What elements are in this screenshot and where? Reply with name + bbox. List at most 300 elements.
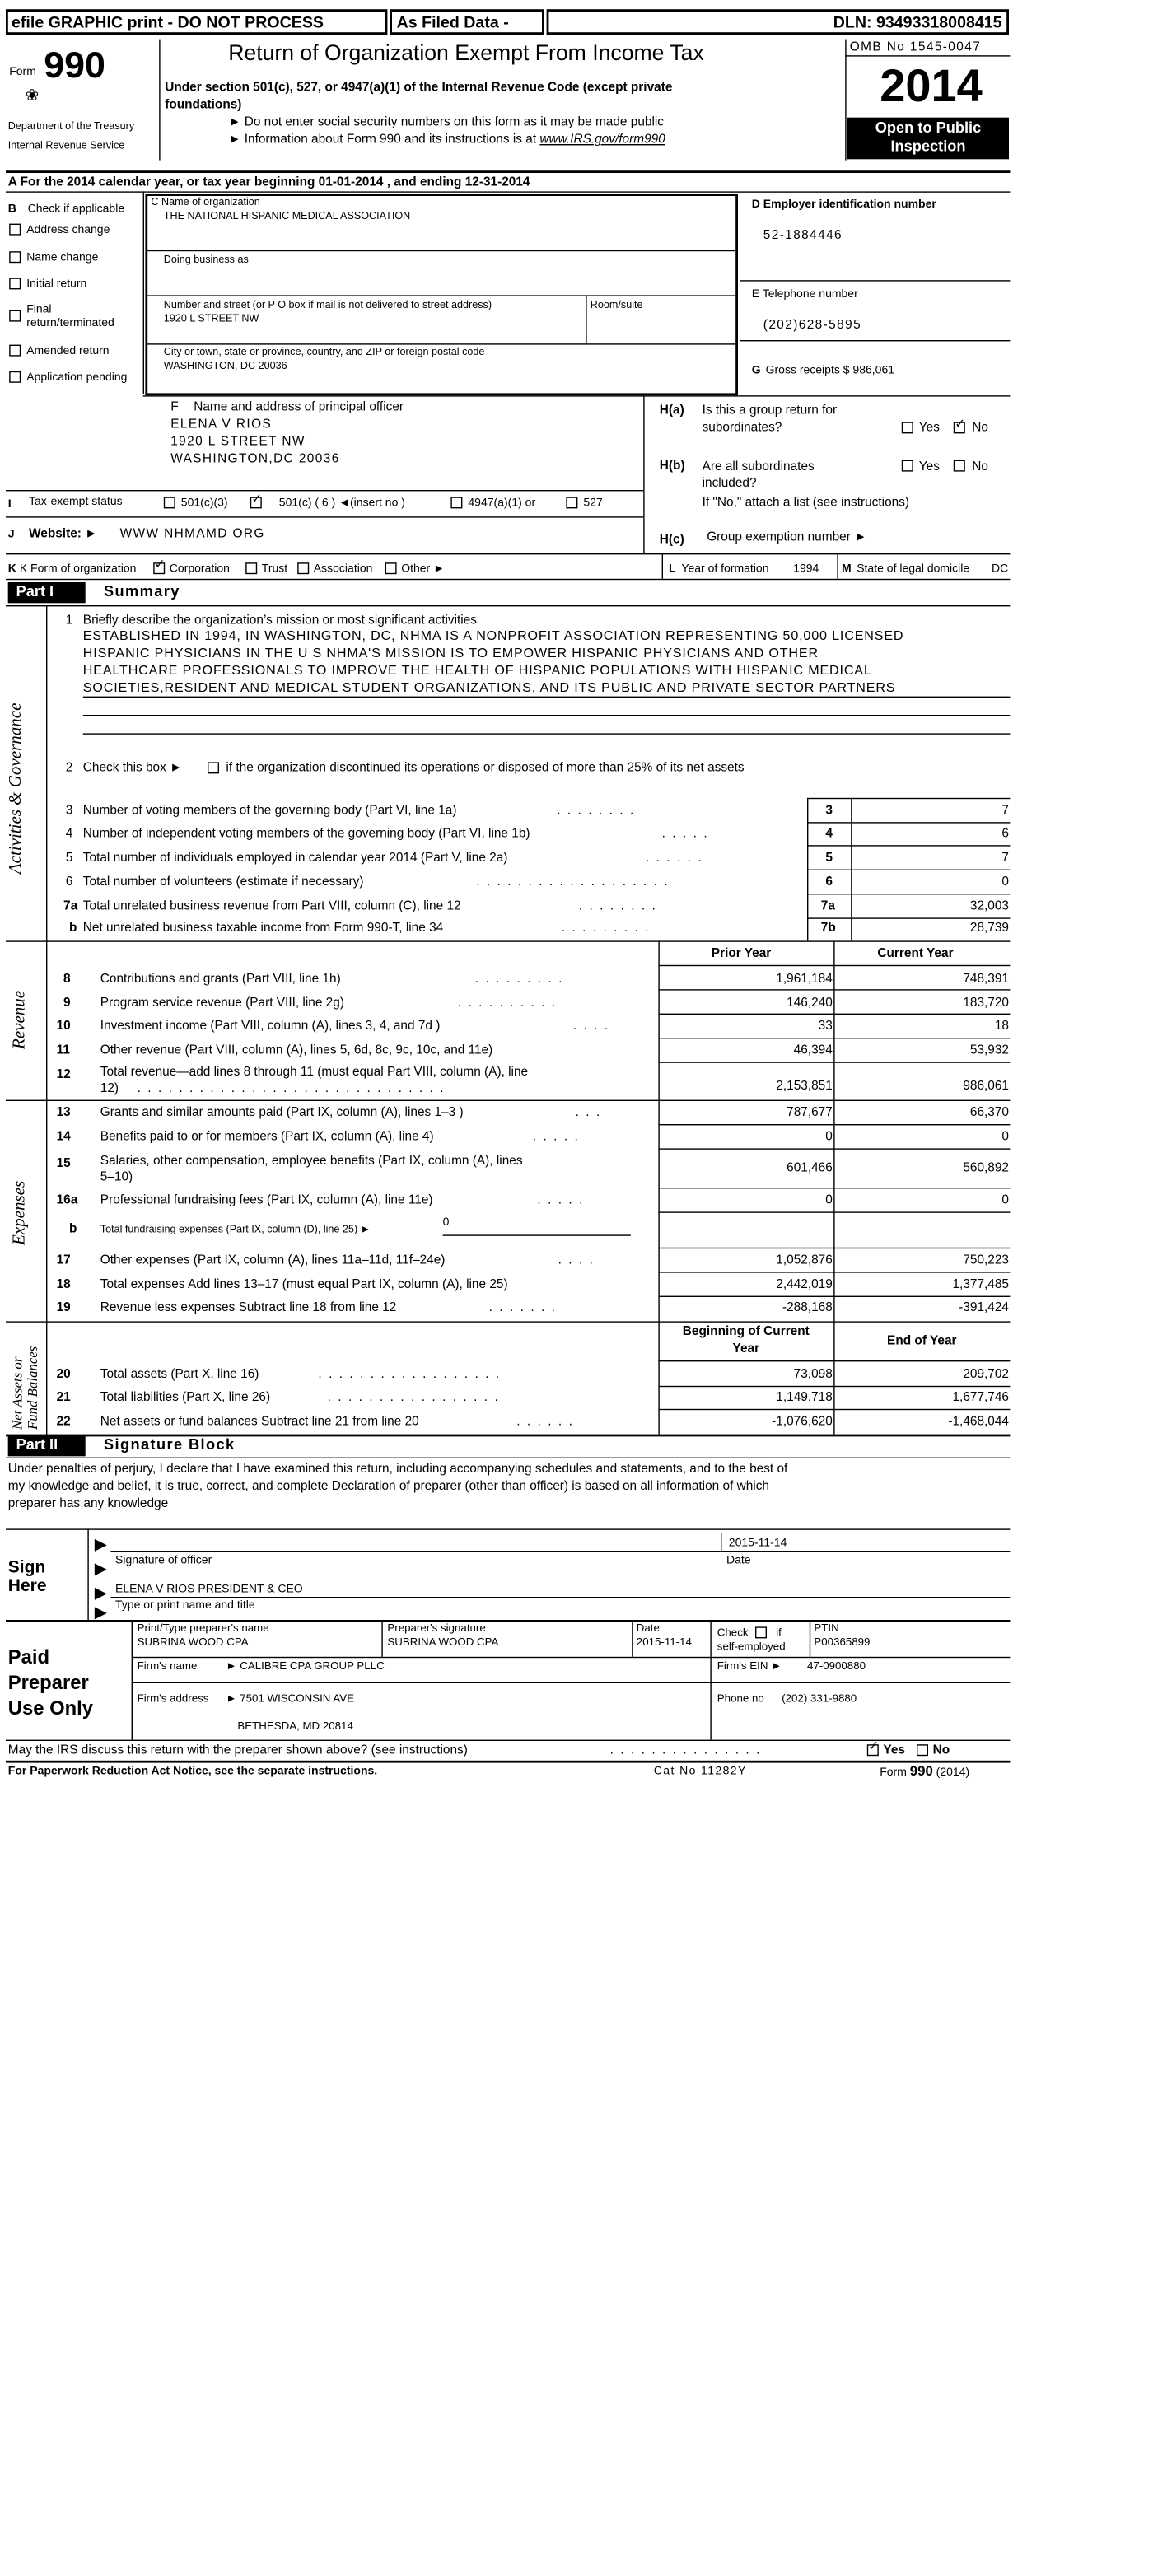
gov-line-num: 3 bbox=[65, 803, 73, 818]
sign-label-1: Sign bbox=[7, 1557, 46, 1578]
hc-label: H(c) bbox=[659, 532, 684, 547]
501c-label: 501(c) ( 6 ) ◄(insert no ) bbox=[278, 497, 405, 510]
section-b-letter: B bbox=[7, 203, 16, 216]
prep-rule-1 bbox=[132, 1657, 1011, 1658]
rev-line-label: Other revenue (Part VIII, column (A), lines 5, 6d, 8c, 9c, 10c, and 11e) bbox=[100, 1043, 493, 1057]
final-return-label-2: return/terminated bbox=[26, 317, 114, 330]
exp-line-current: 560,892 bbox=[963, 1160, 1009, 1175]
col-prior-year: Prior Year bbox=[711, 946, 772, 961]
exp-line-prior: -288,168 bbox=[782, 1300, 833, 1314]
line1-label: Briefly describe the organization’s mission or most significant activities bbox=[82, 613, 477, 628]
footer-notice: For Paperwork Reduction Act Notice, see the separate instructions. bbox=[7, 1765, 378, 1778]
exp-line-current: 1,377,485 bbox=[952, 1277, 1009, 1291]
footer-cat: Cat No 11282Y bbox=[653, 1765, 747, 1778]
rev-bottom-rule bbox=[6, 1100, 1010, 1101]
exp-line-current: -391,424 bbox=[959, 1300, 1009, 1314]
application-pending-checkbox[interactable] bbox=[9, 371, 21, 383]
prep-rule-2 bbox=[132, 1682, 1011, 1683]
tax-exempt-letter: I bbox=[7, 497, 12, 511]
initial-return-checkbox[interactable] bbox=[9, 278, 21, 289]
paid-divider bbox=[132, 1620, 133, 1740]
dot-leader: .... bbox=[572, 1019, 615, 1034]
street-value: 1920 L STREET NW bbox=[163, 312, 259, 324]
formation-value: 1994 bbox=[793, 562, 819, 576]
principal-city: WASHINGTON,DC 20036 bbox=[170, 451, 340, 466]
net-line-begin: -1,076,620 bbox=[772, 1414, 833, 1429]
self-employed-label: self-employed bbox=[717, 1640, 786, 1654]
signature-date: 2015-11-14 bbox=[728, 1537, 787, 1550]
gov-line-label: Number of voting members of the governing body (Part VI, line 1a) bbox=[82, 803, 457, 818]
net-header-rule bbox=[658, 1360, 1010, 1361]
preparer-date-label: Date bbox=[636, 1622, 660, 1636]
other-label: Other ► bbox=[401, 562, 445, 576]
line-a: A For the 2014 calendar year, or tax year beginning 01-01-2014 , and ending 12-31-2014 bbox=[7, 175, 530, 189]
initial-return-label: Initial return bbox=[26, 278, 87, 291]
open-inspection-2: Inspection bbox=[890, 137, 966, 155]
gov-rule bbox=[807, 822, 1010, 823]
ptin-label: PTIN bbox=[814, 1622, 839, 1636]
dot-leader: .......... bbox=[457, 996, 562, 1010]
firm-ein-label: Firm's EIN ► bbox=[717, 1660, 782, 1673]
line2-text: if the organization discontinued its operations or disposed of more than 25% of its net assets bbox=[226, 761, 745, 775]
hb-no-checkbox[interactable] bbox=[954, 460, 965, 472]
gov-line-value: 0 bbox=[1001, 875, 1009, 889]
gov-line-num: 6 bbox=[65, 875, 73, 889]
name-change-checkbox[interactable] bbox=[9, 251, 21, 263]
room-label: Room/suite bbox=[590, 298, 643, 310]
exp-line-num: 18 bbox=[56, 1277, 71, 1291]
omb-rule bbox=[845, 55, 1010, 56]
org-name-label: C Name of organization bbox=[151, 196, 260, 208]
net-line-num: 21 bbox=[56, 1390, 71, 1405]
phone-label: Phone no bbox=[717, 1692, 764, 1706]
exp-line-prior: 601,466 bbox=[787, 1160, 833, 1175]
form-subtitle-1: Under section 501(c), 527, or 4947(a)(1) of the Internal Revenue Code (except private bbox=[165, 81, 673, 95]
gov-rule bbox=[807, 845, 1010, 846]
dot-leader: ..... bbox=[661, 826, 714, 841]
ha-no-label: No bbox=[972, 421, 988, 435]
principal-name: ELENA V RIOS bbox=[170, 417, 273, 432]
part1-tag-text: Part I bbox=[16, 582, 54, 600]
form-number: 990 bbox=[44, 44, 105, 86]
side-fund-balances: Fund Balances bbox=[24, 1346, 40, 1430]
info-note-text: ► Information about Form 990 and its instructions is at bbox=[228, 133, 540, 147]
discuss-no-label: No bbox=[932, 1743, 950, 1757]
rev-line-prior: 33 bbox=[818, 1019, 833, 1034]
rev-line-label: Contributions and grants (Part VIII, line 1h) bbox=[100, 972, 341, 986]
gov-line-box: 3 bbox=[825, 803, 833, 818]
gov-line-box: 4 bbox=[825, 826, 833, 841]
dot-leader: .................. bbox=[318, 1367, 506, 1382]
gov-line-box: 7a bbox=[820, 899, 835, 913]
formation-letter: L bbox=[669, 562, 676, 576]
officer-name-title: ELENA V RIOS PRESIDENT & CEO bbox=[115, 1583, 303, 1596]
mission-line-2: HISPANIC PHYSICIANS IN THE U S NHMA'S MISSION IS TO EMPOWER HISPANIC PHYSICIANS AND OTHER bbox=[82, 646, 819, 661]
exp-line-prior: 1,052,876 bbox=[776, 1253, 833, 1267]
firm-name-label: Firm's name bbox=[137, 1660, 198, 1673]
firm-name: ► CALIBRE CPA GROUP PLLC bbox=[226, 1660, 385, 1673]
discuss-yes-checkbox[interactable] bbox=[867, 1744, 879, 1756]
net-rule bbox=[658, 1409, 1010, 1410]
exp-rule bbox=[658, 1124, 1010, 1125]
exp-line-label: Revenue less expenses Subtract line 18 from line 12 bbox=[100, 1300, 397, 1314]
side-revenue: Revenue bbox=[10, 990, 30, 1049]
header-divider-left bbox=[159, 40, 160, 161]
part2-tag-text: Part II bbox=[16, 1435, 58, 1453]
gov-line-value: 32,003 bbox=[969, 899, 1009, 913]
rev-line-current: 18 bbox=[994, 1019, 1009, 1034]
exp-rule bbox=[658, 1211, 1010, 1212]
col-begin-year-1: Beginning of Current bbox=[682, 1324, 810, 1339]
rev-rule bbox=[658, 989, 1010, 990]
dot-leader: ..... bbox=[532, 1130, 586, 1144]
hb-text-2: included? bbox=[702, 476, 757, 490]
dot-leader: ... bbox=[575, 1105, 607, 1120]
gov-bottom-rule bbox=[6, 940, 1010, 941]
penalty-line-3: preparer has any knowledge bbox=[7, 1496, 169, 1510]
gov-line-label: Net unrelated business taxable income from Form 990-T, line 34 bbox=[82, 921, 444, 936]
i-top-rule bbox=[6, 490, 643, 491]
principal-title: Name and address of principal officer bbox=[194, 399, 404, 414]
discuss-yes-label: Yes bbox=[883, 1743, 905, 1757]
form-title: Return of Organization Exempt From Income Tax bbox=[228, 41, 704, 66]
exp-line-num: 13 bbox=[56, 1105, 71, 1120]
gov-line-box: 7b bbox=[820, 921, 836, 936]
final-return-checkbox[interactable] bbox=[9, 310, 21, 322]
exp-line-current: 0 bbox=[1001, 1193, 1009, 1207]
other-checkbox[interactable] bbox=[385, 562, 397, 574]
dept-irs: Internal Revenue Service bbox=[7, 139, 125, 152]
footer-form bbox=[880, 1764, 969, 1780]
gov-top-rule bbox=[807, 798, 1010, 799]
form-subtitle-2: foundations) bbox=[165, 98, 242, 112]
ein-value: 52-1884446 bbox=[763, 228, 843, 242]
exp-line-label: Benefits paid to or for members (Part IX, column (A), line 4) bbox=[100, 1130, 434, 1144]
exp-line-label: Professional fundraising fees (Part IX, column (A), line 11e) bbox=[100, 1193, 433, 1207]
org-rule-2 bbox=[145, 295, 735, 296]
net-line-label: Total liabilities (Part X, line 26) bbox=[100, 1390, 271, 1405]
exp-line-num: b bbox=[69, 1222, 77, 1236]
check-label: Check bbox=[717, 1626, 749, 1640]
association-checkbox[interactable] bbox=[297, 562, 309, 574]
hc-text: Group exemption number ► bbox=[707, 530, 867, 544]
net-line-end: 209,702 bbox=[963, 1367, 1009, 1382]
gov-line-num: 5 bbox=[65, 851, 73, 865]
footer-form-num: 990 bbox=[909, 1762, 933, 1780]
discuss-no-checkbox[interactable] bbox=[917, 1744, 928, 1756]
line-a-rule bbox=[6, 191, 1010, 192]
preparer-signature: SUBRINA WOOD CPA bbox=[387, 1636, 499, 1649]
dba-label: Doing business as bbox=[163, 254, 249, 265]
rev-line-prior: 146,240 bbox=[787, 996, 833, 1010]
rev-line-prior: 1,961,184 bbox=[776, 972, 833, 986]
exp-rule bbox=[658, 1296, 1010, 1297]
dln-number: DLN: 93493318008415 bbox=[833, 12, 1002, 31]
street-label: Number and street (or P O box if mail is not delivered to street address) bbox=[163, 298, 492, 310]
ha-text-1: Is this a group return for bbox=[702, 404, 838, 418]
footer-rule bbox=[6, 1761, 1010, 1763]
dot-leader: ......... bbox=[561, 921, 656, 936]
gov-box-left bbox=[807, 798, 808, 941]
phone-rule bbox=[740, 340, 1011, 341]
hb-yes-checkbox[interactable] bbox=[902, 460, 913, 472]
footer-form-year: (2014) bbox=[932, 1766, 970, 1780]
hb-text-3: If "No," attach a list (see instructions) bbox=[702, 496, 910, 510]
exp-line-current: 750,223 bbox=[963, 1253, 1009, 1267]
gov-line-num: b bbox=[69, 921, 77, 936]
paid-label-2: Preparer bbox=[7, 1672, 89, 1694]
sign-arrow-3: ▶ bbox=[94, 1583, 107, 1602]
rev-line-current: 748,391 bbox=[963, 972, 1009, 986]
exp-line-label: Grants and similar amounts paid (Part IX, column (A), lines 1–3 ) bbox=[100, 1105, 464, 1120]
footer-form-pre: Form bbox=[880, 1766, 910, 1780]
phone-divider bbox=[710, 1682, 711, 1740]
website-value: WWW NHMAMD ORG bbox=[119, 526, 265, 541]
discuss-question: May the IRS discuss this return with the preparer shown above? (see instructions) bbox=[7, 1743, 468, 1757]
sign-label-2: Here bbox=[7, 1575, 47, 1596]
city-label: City or town, state or province, country, and ZIP or foreign postal code bbox=[163, 346, 485, 357]
formation-text: Year of formation bbox=[681, 562, 769, 576]
preparer-signature-label: Preparer's signature bbox=[387, 1622, 486, 1636]
part1-rule bbox=[6, 605, 1010, 606]
line2-num: 2 bbox=[65, 761, 73, 775]
mission-line-1: ESTABLISHED IN 1994, IN WASHINGTON, DC, NHMA IS A NONPROFIT ASSOCIATION REPRESENTING 50,000 LICENSED bbox=[82, 629, 904, 644]
phone-value: (202)628-5895 bbox=[763, 318, 862, 333]
exp-line-current: 0 bbox=[1001, 1130, 1009, 1144]
col-begin-year-2: Year bbox=[732, 1342, 760, 1356]
tax-year: 2014 bbox=[880, 61, 983, 112]
dot-leader: ................... bbox=[476, 875, 675, 889]
header-bottom-rule bbox=[6, 170, 1010, 173]
dot-leader: ..... bbox=[537, 1193, 590, 1207]
dot-leader: ....... bbox=[488, 1300, 562, 1314]
hb-yes-label: Yes bbox=[918, 460, 940, 474]
gov-box-mid bbox=[851, 798, 852, 941]
trust-checkbox[interactable] bbox=[245, 562, 257, 574]
gross-label: G bbox=[751, 364, 761, 377]
gov-line-box: 5 bbox=[825, 851, 833, 865]
website-letter: J bbox=[7, 528, 15, 541]
j-bottom-rule bbox=[6, 553, 1010, 554]
rev-rule bbox=[658, 1014, 1010, 1015]
efile-label: efile GRAPHIC print - DO NOT PROCESS bbox=[12, 12, 324, 31]
phone-label: E Telephone number bbox=[751, 288, 858, 301]
dot-leader: ............... bbox=[609, 1743, 767, 1757]
ssn-note: ► Do not enter social security numbers on this form as it may be made public bbox=[228, 115, 665, 129]
paid-bottom-rule bbox=[6, 1740, 1010, 1741]
rev-line-label: Total revenue—add lines 8 through 11 (must equal Part VIII, column (A), line bbox=[100, 1065, 529, 1080]
gov-rule bbox=[807, 917, 1010, 918]
rev-line-num: 11 bbox=[56, 1043, 70, 1057]
exp-line-label: Total expenses Add lines 13–17 (must equal Part IX, column (A), line 25) bbox=[100, 1277, 508, 1291]
rev-line-num: 8 bbox=[63, 972, 71, 986]
prep-col-2 bbox=[632, 1620, 633, 1657]
dot-leader: ......... bbox=[474, 972, 569, 986]
exp-line-num: 17 bbox=[56, 1253, 71, 1267]
rev-header-rule bbox=[658, 965, 1010, 966]
corporation-checkbox[interactable] bbox=[153, 562, 165, 574]
final-return-label: Final bbox=[26, 303, 52, 316]
fundraising-underline bbox=[443, 1234, 631, 1235]
exp-line-num: 15 bbox=[56, 1156, 71, 1170]
amended-return-checkbox[interactable] bbox=[9, 345, 21, 357]
rev-line-current: 183,720 bbox=[963, 996, 1009, 1010]
line2-checkbox[interactable] bbox=[208, 762, 219, 773]
section-b-title: Check if applicable bbox=[27, 203, 125, 216]
firm-ein: 47-0900880 bbox=[807, 1660, 866, 1673]
rev-line-label-2: 12) bbox=[100, 1081, 119, 1095]
exp-rule bbox=[658, 1148, 1010, 1149]
preparer-name: SUBRINA WOOD CPA bbox=[137, 1636, 249, 1649]
gov-line-num: 7a bbox=[63, 899, 78, 913]
ein-rule bbox=[740, 280, 1011, 281]
ha-text-2: subordinates? bbox=[702, 421, 782, 435]
application-pending-label: Application pending bbox=[26, 371, 128, 385]
side-governance: Activities & Governance bbox=[7, 702, 26, 875]
sign-arrow-1: ▶ bbox=[94, 1534, 107, 1553]
name-change-label: Name change bbox=[26, 251, 99, 264]
firm-city: BETHESDA, MD 20814 bbox=[237, 1720, 353, 1734]
gov-line-num: 4 bbox=[65, 826, 73, 841]
501c3-checkbox[interactable] bbox=[164, 497, 175, 508]
ha-yes-checkbox[interactable] bbox=[902, 422, 913, 433]
form-org-text: K Form of organization bbox=[19, 562, 137, 576]
part1-title: Summary bbox=[104, 582, 180, 600]
irs-eagle-icon: ❀ bbox=[25, 85, 40, 104]
gov-line-box: 6 bbox=[825, 875, 833, 889]
exp-line-prior: 0 bbox=[825, 1193, 833, 1207]
gov-line-label: Number of independent voting members of the governing body (Part VI, line 1b) bbox=[82, 826, 530, 841]
ha-yes-label: Yes bbox=[918, 421, 940, 435]
exp-bottom-rule bbox=[6, 1321, 1010, 1322]
501c-checkbox[interactable] bbox=[250, 497, 262, 508]
net-line-label: Net assets or fund balances Subtract line 21 from line 20 bbox=[100, 1414, 419, 1429]
ha-no-checkbox[interactable] bbox=[954, 422, 965, 433]
open-inspection-1: Open to Public bbox=[875, 119, 982, 137]
exp-line-value: 0 bbox=[442, 1216, 450, 1230]
irs-link[interactable]: www.IRS.gov/form990 bbox=[539, 133, 665, 147]
exp-line-prior: 2,442,019 bbox=[776, 1277, 833, 1291]
if-label: if bbox=[776, 1626, 782, 1640]
527-checkbox[interactable] bbox=[566, 497, 577, 508]
net-line-end: -1,468,044 bbox=[948, 1414, 1009, 1429]
amended-return-label: Amended return bbox=[26, 344, 110, 357]
mission-line-3: HEALTHCARE PROFESSIONALS TO IMPROVE THE HEALTH OF HISPANIC POPULATIONS WITH HISPANIC MEDICAL bbox=[82, 664, 872, 679]
line1-num: 1 bbox=[65, 613, 73, 628]
rev-line-label: Program service revenue (Part VIII, line 2g) bbox=[100, 996, 344, 1010]
sign-arrow-2: ▶ bbox=[94, 1558, 107, 1578]
trust-label: Trust bbox=[261, 562, 288, 576]
527-label: 527 bbox=[583, 497, 603, 510]
dot-leader: ...... bbox=[646, 851, 709, 865]
exp-line-num: 16a bbox=[56, 1193, 78, 1207]
exp-line-label: Salaries, other compensation, employee benefits (Part IX, column (A), lines bbox=[100, 1154, 523, 1169]
city-value: WASHINGTON, DC 20036 bbox=[163, 359, 287, 371]
preparer-date: 2015-11-14 bbox=[636, 1636, 692, 1649]
net-line-begin: 1,149,718 bbox=[776, 1390, 833, 1405]
signature-officer-label: Signature of officer bbox=[115, 1554, 212, 1567]
phone-value: (202) 331-9880 bbox=[782, 1692, 857, 1706]
sign-arrow-4: ▶ bbox=[94, 1603, 107, 1622]
side-expenses: Expenses bbox=[10, 1180, 30, 1245]
i-bottom-rule bbox=[6, 516, 643, 517]
exp-line-prior: 787,677 bbox=[787, 1105, 833, 1120]
exp-line-num: 19 bbox=[56, 1300, 71, 1314]
dot-leader: ...... bbox=[516, 1414, 580, 1429]
exp-line-num: 14 bbox=[56, 1130, 71, 1144]
principal-street: 1920 L STREET NW bbox=[170, 434, 306, 449]
dot-leader: .... bbox=[558, 1253, 600, 1267]
firm-address: ► 7501 WISCONSIN AVE bbox=[226, 1692, 354, 1706]
net-rule bbox=[658, 1386, 1010, 1387]
dept-treasury: Department of the Treasury bbox=[7, 119, 135, 132]
net-line-label: Total assets (Part X, line 16) bbox=[100, 1367, 259, 1382]
org-rule-3 bbox=[145, 343, 735, 344]
ha-label: H(a) bbox=[659, 404, 684, 418]
prep-col-3 bbox=[710, 1620, 711, 1657]
net-line-num: 20 bbox=[56, 1367, 71, 1382]
k-bottom-rule bbox=[6, 579, 1010, 580]
form-label: Form bbox=[9, 65, 36, 79]
dot-leader: ........ bbox=[557, 803, 641, 818]
col-current-year: Current Year bbox=[877, 946, 954, 961]
principal-f-letter: F bbox=[170, 399, 179, 414]
rev-line-prior: 2,153,851 bbox=[776, 1079, 833, 1094]
mission-rule-2 bbox=[83, 715, 1011, 716]
gov-line-label: Total unrelated business revenue from Part VIII, column (C), line 12 bbox=[82, 899, 461, 913]
preparer-name-label: Print/Type preparer's name bbox=[137, 1622, 269, 1636]
section-b-divider bbox=[143, 191, 144, 394]
col-divider-1 bbox=[658, 1100, 659, 1322]
hb-no-label: No bbox=[972, 460, 988, 474]
org-rule-1 bbox=[145, 250, 735, 251]
dot-leader: .............................. bbox=[137, 1081, 450, 1095]
tax-exempt-title: Tax-exempt status bbox=[29, 496, 123, 509]
sign-top-rule bbox=[6, 1528, 1010, 1529]
dot-leader: ........ bbox=[578, 899, 663, 913]
rev-line-num: 10 bbox=[56, 1019, 71, 1034]
self-employed-checkbox[interactable] bbox=[755, 1626, 767, 1638]
signature-date-label: Date bbox=[726, 1554, 751, 1567]
gross-value: Gross receipts $ 986,061 bbox=[765, 364, 895, 377]
exp-line-prior: 0 bbox=[825, 1130, 833, 1144]
mission-rule-1 bbox=[83, 697, 1011, 698]
g-rule bbox=[143, 395, 1011, 396]
ptin-value: P00365899 bbox=[814, 1636, 871, 1649]
association-label: Association bbox=[313, 562, 373, 576]
website-title: Website: ► bbox=[29, 526, 98, 541]
firm-ein-divider bbox=[710, 1657, 711, 1682]
org-name: THE NATIONAL HISPANIC MEDICAL ASSOCIATION bbox=[163, 209, 411, 222]
rev-line-num: 12 bbox=[56, 1067, 71, 1082]
sign-divider bbox=[87, 1528, 88, 1620]
penalty-line-2: my knowledge and belief, it is true, correct, and complete Declaration of preparer (other than officer) is based on all information of which bbox=[7, 1479, 769, 1493]
4947-checkbox[interactable] bbox=[450, 497, 462, 508]
exp-line-current: 66,370 bbox=[969, 1105, 1009, 1120]
net-line-begin: 73,098 bbox=[793, 1367, 833, 1382]
prep-col-1 bbox=[381, 1620, 382, 1657]
header-divider-right bbox=[845, 40, 846, 161]
net-line-end: 1,677,746 bbox=[952, 1390, 1009, 1405]
hb-text-1: Are all subordinates bbox=[702, 460, 815, 474]
exp-line-label-2: 5–10) bbox=[100, 1170, 133, 1184]
address-change-checkbox[interactable] bbox=[9, 224, 21, 236]
address-change-label: Address change bbox=[26, 223, 110, 236]
501c3-label: 501(c)(3) bbox=[180, 497, 228, 510]
net-line-num: 22 bbox=[56, 1414, 71, 1429]
side-net-assets: Net Assets or bbox=[9, 1356, 26, 1430]
f-h-divider bbox=[643, 395, 644, 553]
